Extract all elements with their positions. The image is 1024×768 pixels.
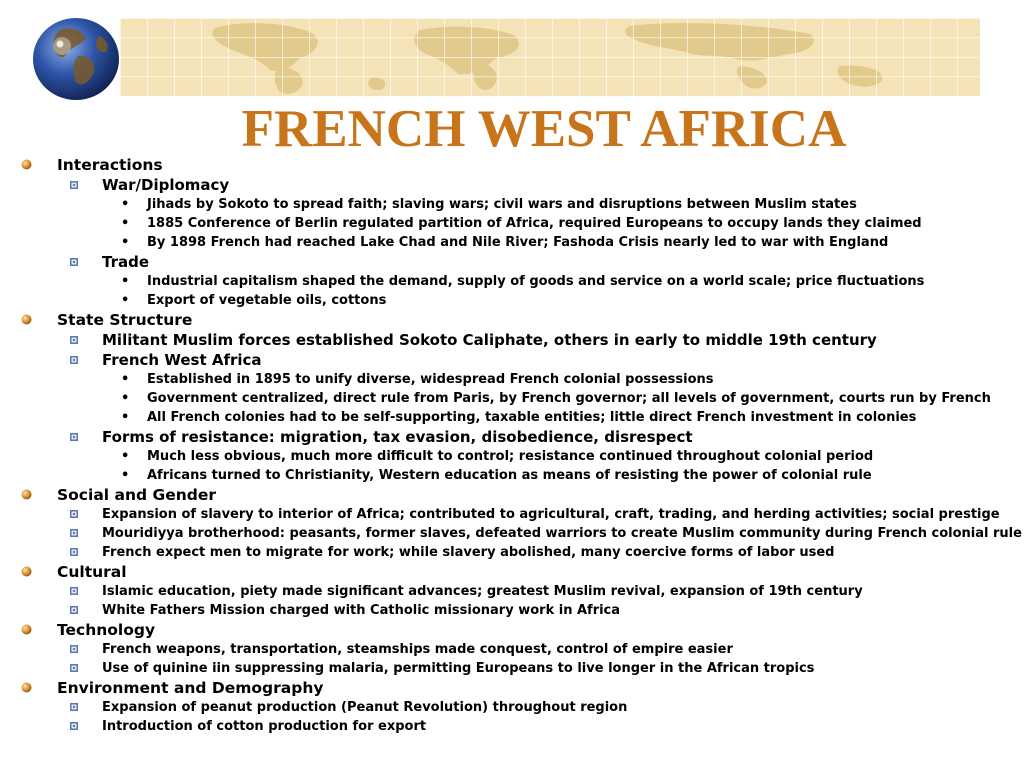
outline-item-text: French expect men to migrate for work; while slavery abolished, many coercive forms of labor used xyxy=(102,545,835,560)
outline-item-level-1 xyxy=(0,485,1024,505)
outline-item-level-2 xyxy=(0,640,1024,659)
outline-item-text: Technology xyxy=(57,621,156,639)
outline-item-text: State Structure xyxy=(57,311,193,329)
outline-item-level-2 xyxy=(0,582,1024,601)
outline-item-level-2 xyxy=(0,659,1024,678)
blue-square-bullet-icon xyxy=(70,722,78,730)
outline-item-level-2 xyxy=(0,601,1024,620)
orange-sphere-bullet-icon xyxy=(21,682,32,693)
outline-item-level-2 xyxy=(0,252,1024,272)
blue-square-bullet-icon xyxy=(70,181,78,189)
outline-item-text: Use of quinine iin suppressing malaria, permitting Europeans to live longer in the African tropics xyxy=(102,661,815,676)
outline-item-text: Social and Gender xyxy=(57,486,216,504)
blue-square-bullet-icon xyxy=(70,258,78,266)
orange-sphere-bullet-icon xyxy=(21,159,32,170)
outline-item-text: Forms of resistance: migration, tax evasion, disobedience, disrespect xyxy=(102,428,693,446)
outline-item-text: Militant Muslim forces established Sokoto Caliphate, others in early to middle 19th century xyxy=(102,331,877,349)
outline-item-text: Africans turned to Christianity, Western education as means of resisting the power of colonial rule xyxy=(147,468,872,483)
outline-item-text: Interactions xyxy=(57,156,163,174)
outline-item-text: Introduction of cotton production for export xyxy=(102,719,427,734)
outline-item-text: Expansion of slavery to interior of Africa; contributed to agricultural, craft, trading, and herding activities; social prestige xyxy=(102,507,1000,522)
outline-item-text: French West Africa xyxy=(102,351,262,369)
outline-item-text: Export of vegetable oils, cottons xyxy=(147,293,387,308)
outline-item-text: Industrial capitalism shaped the demand, supply of goods and service on a world scale; price fluctuations xyxy=(147,274,925,289)
outline-item-text: By 1898 French had reached Lake Chad and Nile River; Fashoda Crisis nearly led to war with England xyxy=(147,235,889,250)
outline-item-level-2 xyxy=(0,330,1024,350)
outline-item-level-1 xyxy=(0,310,1024,330)
outline-item-level-3 xyxy=(0,389,1024,408)
orange-sphere-bullet-icon xyxy=(21,314,32,325)
blue-square-bullet-icon xyxy=(70,510,78,518)
blue-square-bullet-icon xyxy=(70,356,78,364)
outline-item-level-3 xyxy=(0,408,1024,427)
blue-square-bullet-icon xyxy=(70,606,78,614)
orange-sphere-bullet-icon xyxy=(21,624,32,635)
blue-square-bullet-icon xyxy=(70,529,78,537)
bullet-dot-icon: • xyxy=(121,410,130,425)
bullet-dot-icon: • xyxy=(121,274,130,289)
outline-item-level-3 xyxy=(0,291,1024,310)
outline-item-level-2 xyxy=(0,524,1024,543)
outline-item-text: Mouridiyya brotherhood: peasants, former slaves, defeated warriors to create Muslim community during French colonial rule xyxy=(102,526,1022,541)
outline-item-text: Environment and Demography xyxy=(57,679,324,697)
bullet-dot-icon: • xyxy=(121,468,130,483)
outline-item-text: 1885 Conference of Berlin regulated partition of Africa, required Europeans to occupy lands they claimed xyxy=(147,216,922,231)
outline-item-level-3 xyxy=(0,272,1024,291)
orange-sphere-bullet-icon xyxy=(21,489,32,500)
outline-item-text: All French colonies had to be self-supporting, taxable entities; little direct French investment in colonies xyxy=(147,410,917,425)
orange-sphere-bullet-icon xyxy=(21,566,32,577)
outline-item-text: Cultural xyxy=(57,563,127,581)
outline-item-text: French weapons, transportation, steamships made conquest, control of empire easier xyxy=(102,642,733,657)
blue-square-bullet-icon xyxy=(70,548,78,556)
bullet-dot-icon: • xyxy=(121,449,130,464)
bullet-dot-icon: • xyxy=(121,293,130,308)
outline-item-level-2 xyxy=(0,543,1024,562)
blue-square-bullet-icon xyxy=(70,587,78,595)
outline-item-level-2 xyxy=(0,350,1024,370)
outline-item-level-1 xyxy=(0,155,1024,175)
outline-item-text: Government centralized, direct rule from Paris, by French governor; all levels of government, courts run by French xyxy=(147,391,991,406)
outline-item-level-2 xyxy=(0,698,1024,717)
outline-item-level-1 xyxy=(0,620,1024,640)
outline-item-level-1 xyxy=(0,562,1024,582)
outline-item-level-3 xyxy=(0,195,1024,214)
bullet-dot-icon: • xyxy=(121,372,130,387)
globe-icon xyxy=(30,12,122,102)
bullet-dot-icon: • xyxy=(121,235,130,250)
outline-item-level-2 xyxy=(0,505,1024,524)
outline-item-text: Expansion of peanut production (Peanut Revolution) throughout region xyxy=(102,700,628,715)
bullet-dot-icon: • xyxy=(121,216,130,231)
slide-title: FRENCH WEST AFRICA xyxy=(241,100,847,158)
outline-list xyxy=(0,155,1024,736)
bullet-dot-icon: • xyxy=(121,197,130,212)
blue-square-bullet-icon xyxy=(70,433,78,441)
blue-square-bullet-icon xyxy=(70,336,78,344)
outline-item-level-2 xyxy=(0,175,1024,195)
outline-item-text: War/Diplomacy xyxy=(102,176,230,194)
outline-item-text: White Fathers Mission charged with Catholic missionary work in Africa xyxy=(102,603,621,618)
outline-item-level-3 xyxy=(0,466,1024,485)
outline-item-level-3 xyxy=(0,233,1024,252)
bullet-dot-icon: • xyxy=(121,391,130,406)
outline-item-level-1 xyxy=(0,678,1024,698)
blue-square-bullet-icon xyxy=(70,645,78,653)
blue-square-bullet-icon xyxy=(70,703,78,711)
outline-item-level-2 xyxy=(0,427,1024,447)
outline-item-text: Trade xyxy=(102,253,150,271)
outline-item-level-3 xyxy=(0,370,1024,389)
world-map-banner xyxy=(120,18,980,96)
blue-square-bullet-icon xyxy=(70,664,78,672)
outline-item-text: Islamic education, piety made significant advances; greatest Muslim revival, expansion of 19th century xyxy=(102,584,863,599)
outline-item-level-3 xyxy=(0,447,1024,466)
outline-item-level-3 xyxy=(0,214,1024,233)
outline-item-text: Established in 1895 to unify diverse, widespread French colonial possessions xyxy=(147,372,714,387)
outline-item-level-2 xyxy=(0,717,1024,736)
outline-item-text: Jihads by Sokoto to spread faith; slaving wars; civil wars and disruptions between Muslim states xyxy=(147,197,857,212)
outline-item-text: Much less obvious, much more difficult to control; resistance continued throughout colonial period xyxy=(147,449,874,464)
